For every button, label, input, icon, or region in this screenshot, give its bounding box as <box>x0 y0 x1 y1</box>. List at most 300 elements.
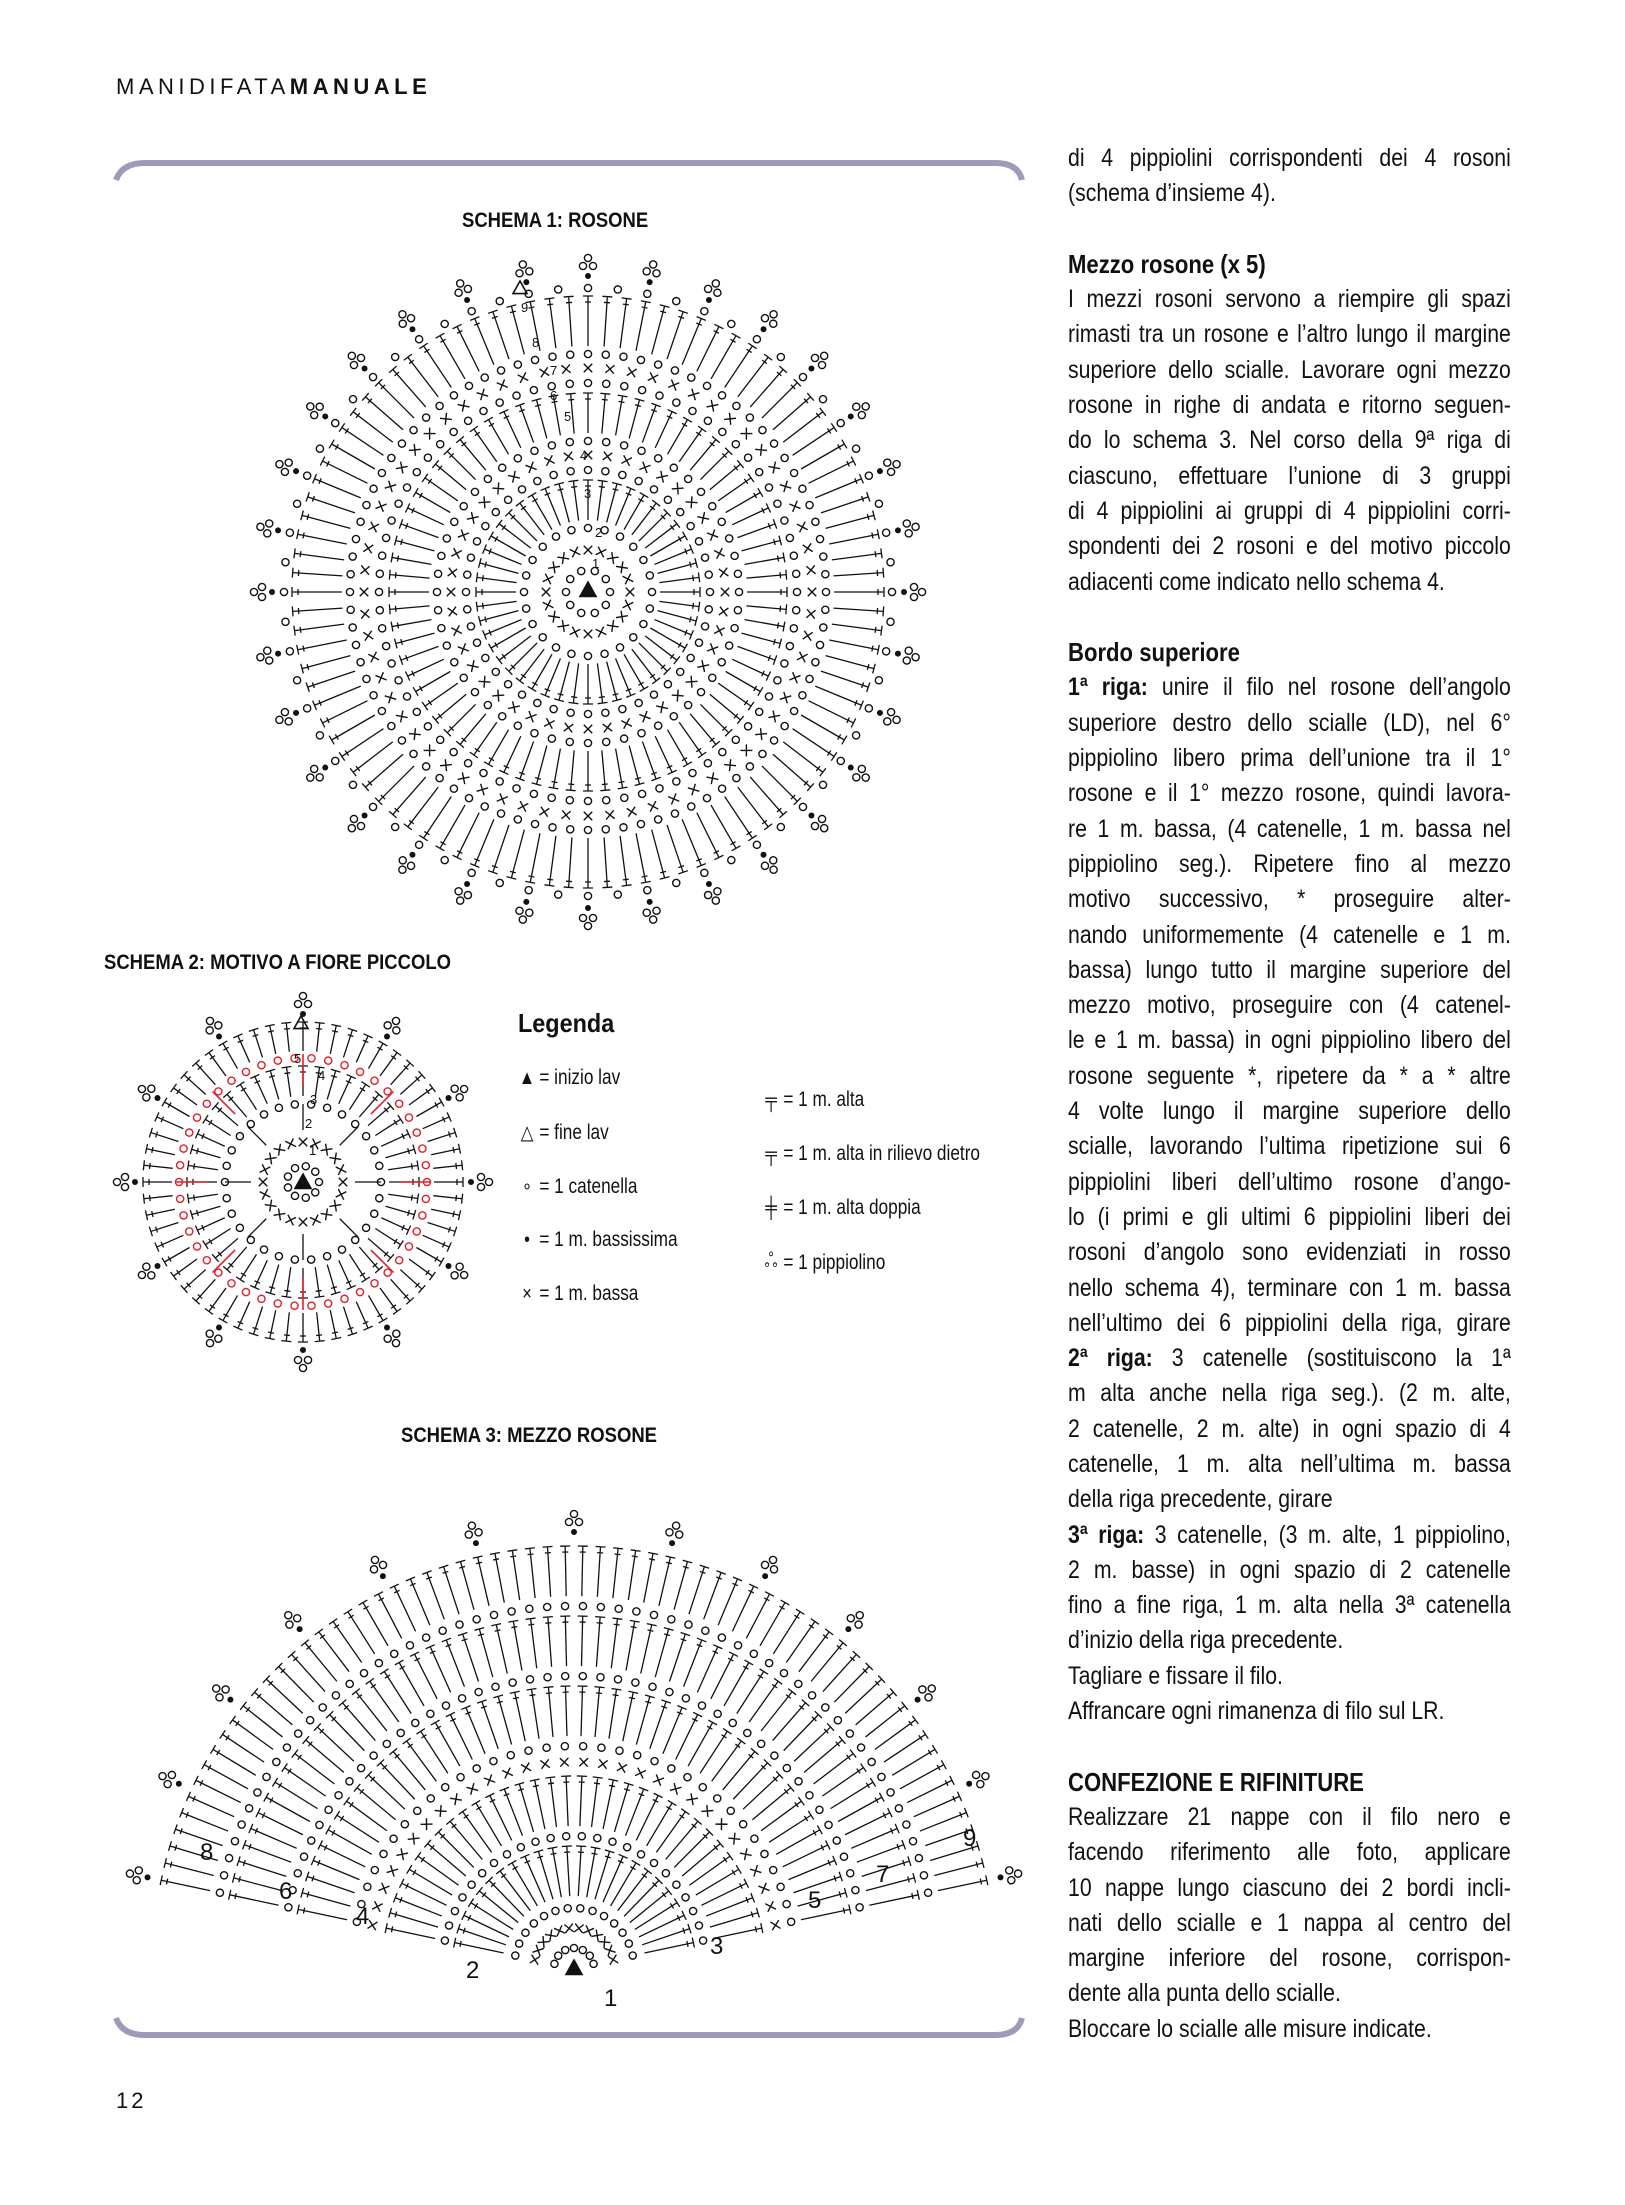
chain-stitch-icon <box>712 897 719 904</box>
single-crochet-icon <box>584 725 592 733</box>
chain-stitch-icon <box>903 657 910 664</box>
chain-stitch-icon <box>887 618 894 625</box>
chain-stitch-icon <box>727 1807 734 1814</box>
double-crochet-icon <box>339 1700 376 1741</box>
single-crochet-icon <box>336 1164 347 1175</box>
text-line <box>1068 423 1511 458</box>
double-crochet-icon <box>406 659 444 680</box>
chain-stitch-icon <box>857 1744 864 1751</box>
picot-icon <box>808 352 827 371</box>
chain-stitch-icon <box>509 1679 516 1686</box>
double-crochet-icon <box>366 1678 399 1722</box>
chain-stitch-icon <box>629 1952 636 1959</box>
chain-stitch-icon <box>286 1621 293 1628</box>
chain-stitch-icon <box>579 1946 586 1953</box>
picot-icon <box>399 852 416 874</box>
double-crochet-icon <box>749 1678 782 1722</box>
chain-stitch-icon <box>705 571 712 578</box>
slip-stitch-icon <box>669 1540 675 1546</box>
chain-stitch-icon <box>893 461 900 468</box>
chain-stitch-icon <box>673 879 680 886</box>
text-span: 2 m. basse) in ogni spazio di 2 catenelle <box>1068 1555 1511 1584</box>
half-rosone-diagram <box>126 1510 1021 1967</box>
chain-stitch-icon <box>601 650 608 657</box>
chain-stitch-icon <box>311 411 318 418</box>
chain-stitch-icon <box>888 588 895 595</box>
chain-stitch-icon <box>563 1833 570 1840</box>
double-crochet-icon <box>375 766 414 805</box>
double-crochet-icon <box>505 643 537 675</box>
double-crochet-icon <box>583 393 593 433</box>
join-line <box>371 1250 394 1273</box>
section-heading: CONFEZIONE E RIFINITURE <box>1068 1766 1364 1797</box>
chain-stitch-icon <box>441 1937 448 1944</box>
single-crochet-icon <box>607 552 619 564</box>
chain-stitch-icon <box>837 420 844 427</box>
chain-stitch-icon <box>164 1780 171 1787</box>
chain-stitch-icon <box>423 763 430 770</box>
chain-stitch-icon <box>646 605 653 612</box>
double-crochet-icon <box>583 751 593 791</box>
chain-stitch-icon <box>441 320 448 327</box>
picot-icon <box>565 1510 582 1535</box>
chain-stitch-icon <box>714 888 721 895</box>
slip-stitch-icon <box>384 1034 390 1040</box>
legend-item <box>518 1282 638 1306</box>
double-crochet-icon <box>515 1783 534 1832</box>
chain-stitch-icon <box>597 1603 604 1610</box>
legend-label: = 1 m. alta <box>783 1088 865 1111</box>
chain-stitch-icon <box>223 1195 230 1202</box>
chain-stitch-icon <box>591 609 598 616</box>
double-crochet-icon <box>564 296 574 346</box>
single-crochet-icon <box>542 588 550 596</box>
double-crochet-icon <box>194 1776 241 1803</box>
chain-stitch-icon <box>316 445 323 452</box>
chain-stitch-icon <box>770 866 777 873</box>
picot-icon <box>455 280 471 303</box>
chain-stitch-icon <box>808 1692 815 1699</box>
text-span: superiore destro dello scialle (LD), nel 6° <box>1068 708 1511 737</box>
slip-stitch-icon <box>848 765 854 771</box>
picot-icon <box>285 1612 303 1633</box>
double-crochet-icon <box>747 587 787 597</box>
double-crochet-icon <box>389 1748 425 1790</box>
text-line <box>1068 141 1511 176</box>
double-crochet-icon <box>281 1312 291 1341</box>
slip-stitch-icon <box>706 881 712 887</box>
chain-stitch-icon <box>570 1510 577 1517</box>
chain-stitch-icon <box>138 1271 145 1278</box>
single-crochet-icon <box>806 609 815 618</box>
chain-stitch-icon <box>758 1740 765 1747</box>
slip-stitch-icon <box>362 812 368 818</box>
chain-stitch-icon <box>475 1529 482 1536</box>
text-line <box>1068 388 1511 423</box>
double-crochet-icon <box>711 333 740 379</box>
text-line <box>1068 176 1511 211</box>
double-crochet-icon <box>624 654 648 691</box>
chain-stitch-icon <box>315 1178 322 1185</box>
chain-stitch-icon <box>822 606 829 613</box>
chain-stitch-icon <box>643 909 650 916</box>
single-crochet-icon <box>806 565 815 574</box>
double-crochet-icon <box>423 1235 452 1251</box>
legend-item <box>518 1066 620 1090</box>
chain-stitch-icon <box>477 1173 484 1180</box>
start-triangle-icon <box>295 1174 311 1188</box>
chain-stitch-icon <box>822 588 829 595</box>
chain-stitch-icon <box>597 1674 604 1681</box>
slip-stitch-icon <box>808 812 814 818</box>
chain-stitch-icon <box>847 1615 854 1622</box>
text-span: adiacenti come indicato nello schema 4. <box>1068 567 1445 596</box>
picot-icon <box>257 520 281 537</box>
double-crochet-icon <box>306 671 355 692</box>
slip-stitch-icon <box>761 852 767 858</box>
chain-stitch-icon <box>324 1104 331 1111</box>
chain-stitch-icon <box>451 1272 458 1279</box>
chain-stitch-icon <box>347 571 354 578</box>
single-crochet-icon <box>635 1768 646 1779</box>
double-crochet-icon <box>784 1711 822 1750</box>
double-crochet-icon <box>583 296 593 346</box>
chain-stitch-icon <box>606 588 613 595</box>
single-crochet-icon <box>467 512 479 524</box>
chain-stitch-icon <box>834 1717 841 1724</box>
double-crochet-icon <box>746 604 786 614</box>
chain-stitch-icon <box>580 1743 587 1750</box>
chain-stitch-icon <box>562 1946 569 1953</box>
double-crochet-icon <box>815 686 863 710</box>
single-crochet-icon <box>724 413 736 425</box>
chain-stitch-icon <box>656 785 663 792</box>
double-crochet-icon <box>266 1069 279 1099</box>
double-crochet-icon <box>752 1784 794 1820</box>
chain-stitch-icon <box>856 1904 863 1911</box>
chain-stitch-icon <box>258 593 265 600</box>
chain-stitch-icon <box>231 1838 238 1845</box>
legend-label: = inizio lav <box>539 1066 621 1089</box>
double-crochet-icon <box>301 656 351 674</box>
double-crochet-icon <box>375 1228 403 1248</box>
text-span: pippiolino seg.). Ripetere fino al mezzo <box>1068 849 1511 878</box>
chain-stitch-icon <box>525 887 532 894</box>
chain-stitch-icon <box>705 606 712 613</box>
single-crochet-icon <box>564 723 574 733</box>
text-line <box>1068 1235 1511 1270</box>
chain-stitch-icon <box>403 484 410 491</box>
chain-stitch-icon <box>514 361 521 368</box>
chain-stitch-icon <box>393 1027 400 1034</box>
chain-stitch-icon <box>640 620 647 627</box>
double-crochet-icon <box>313 686 361 710</box>
row-label: 1ª riga: <box>1068 673 1162 702</box>
chain-stitch-icon <box>388 454 395 461</box>
chain-stitch-icon <box>352 641 359 648</box>
chain-stitch-icon <box>413 469 420 476</box>
single-crochet-icon <box>688 784 699 795</box>
chain-stitch-icon <box>910 583 917 590</box>
chain-stitch-icon <box>490 1859 497 1866</box>
text-line <box>1068 1376 1511 1411</box>
chain-stitch-icon <box>348 352 355 359</box>
chain-stitch-icon <box>638 790 645 797</box>
double-crochet-icon <box>801 715 847 744</box>
chain-stitch-icon <box>364 1883 371 1890</box>
chain-stitch-icon <box>547 1834 554 1841</box>
chain-stitch-icon <box>215 1335 222 1342</box>
picot-icon <box>250 583 275 600</box>
chain-stitch-icon <box>291 1101 298 1108</box>
picot-icon <box>294 992 311 1017</box>
picot-icon <box>895 647 919 664</box>
text-span: Affrancare ogni rimanenza di filo sul LR. <box>1068 1697 1445 1726</box>
double-crochet-icon <box>232 1873 282 1891</box>
single-crochet-icon <box>697 660 709 672</box>
double-crochet-icon <box>761 1797 804 1831</box>
chain-stitch-icon <box>395 677 402 684</box>
single-crochet-icon <box>584 364 592 372</box>
chain-stitch-icon <box>584 710 591 717</box>
double-crochet-icon <box>436 805 465 851</box>
chain-stitch-icon <box>490 1758 497 1765</box>
schema2-title: SCHEMA 2: MOTIVO A FIORE PICCOLO <box>104 951 452 974</box>
chain-stitch-icon <box>856 1612 863 1619</box>
double-crochet-icon <box>389 1908 438 1927</box>
single-crochet-icon <box>265 1153 277 1165</box>
chain-stitch-icon <box>756 469 763 476</box>
chain-stitch-icon <box>630 543 637 550</box>
chain-stitch-icon <box>670 713 677 720</box>
double-crochet-icon <box>745 620 785 632</box>
chain-stitch-icon <box>567 468 574 475</box>
chain-stitch-icon <box>485 1178 492 1185</box>
single-crochet-icon <box>728 1833 740 1845</box>
chain-stitch-icon <box>369 373 376 380</box>
chain-stitch-icon <box>312 1168 319 1175</box>
chain-stitch-icon <box>584 826 591 833</box>
double-crochet-icon <box>804 1736 845 1772</box>
double-crochet-icon <box>297 1904 347 1919</box>
chain-stitch-icon <box>294 1870 301 1877</box>
chain-stitch-icon <box>280 588 287 595</box>
double-crochet-icon <box>616 659 636 698</box>
chain-stitch-icon <box>304 1356 311 1363</box>
chain-stitch-icon <box>666 1688 673 1695</box>
double-crochet-icon <box>934 1858 984 1875</box>
double-crochet-icon <box>545 1777 556 1827</box>
slip-stitch-icon <box>322 413 328 419</box>
chain-stitch-icon <box>812 518 819 525</box>
double-crochet-icon <box>327 1265 340 1295</box>
slip-stitch-icon <box>997 1874 1003 1880</box>
picot-icon <box>845 1612 863 1633</box>
chain-stitch-icon <box>598 1744 605 1751</box>
chain-stitch-icon <box>811 822 818 829</box>
double-crochet-icon <box>229 1890 279 1905</box>
double-crochet-icon <box>508 1620 522 1670</box>
single-crochet-icon <box>724 759 736 771</box>
chain-stitch-icon <box>526 1676 533 1683</box>
legend-label: = 1 catenella <box>539 1174 638 1198</box>
spoke-line <box>340 1127 358 1145</box>
text-span: ciascuno, effettuare l’unione di 3 gruppi <box>1068 461 1511 490</box>
chain-stitch-icon <box>223 1162 230 1169</box>
double-crochet-icon <box>403 1738 437 1781</box>
chain-stitch-icon <box>294 1000 301 1007</box>
chain-stitch-icon <box>228 1280 235 1287</box>
single-crochet-icon <box>421 1818 433 1830</box>
text-line <box>1068 1659 1511 1694</box>
single-crochet-icon <box>544 718 555 729</box>
chain-stitch-icon <box>412 1719 419 1726</box>
chain-stitch-icon <box>180 1145 187 1152</box>
single-crochet-icon <box>668 380 679 391</box>
chain-stitch-icon <box>653 270 660 277</box>
row-label: 3ª riga: <box>1068 1520 1155 1549</box>
chain-stitch-icon <box>548 794 555 801</box>
picot-icon <box>848 403 870 420</box>
chain-stitch-icon <box>770 737 777 744</box>
double-crochet-icon <box>725 797 757 841</box>
double-crochet-icon <box>476 572 516 582</box>
chain-stitch-icon <box>685 1621 692 1628</box>
double-crochet-icon <box>629 746 644 786</box>
chain-stitch-icon <box>590 1960 597 1967</box>
double-crochet-icon <box>600 750 610 790</box>
chain-stitch-icon <box>650 486 657 493</box>
double-crochet-icon <box>202 1760 248 1788</box>
double-crochet-icon <box>192 1060 215 1085</box>
chain-stitch-icon <box>299 1364 306 1371</box>
text-span: m alta anche nella riga seg.). (2 m. alte, <box>1068 1379 1511 1408</box>
double-crochet-icon <box>375 379 414 418</box>
double-crochet-icon <box>750 777 787 818</box>
double-crochet-icon <box>303 1736 344 1772</box>
text-span: Tagliare e fissare il filo. <box>1068 1661 1283 1690</box>
double-crochet-icon <box>327 1069 340 1099</box>
text-span: motivo successivo, * proseguire alter- <box>1068 885 1511 914</box>
text-span: 4 volte lungo il margine superiore dello <box>1068 1097 1511 1126</box>
text-span: bassa) lungo tutto il margine superiore del <box>1068 955 1511 984</box>
single-crochet-icon <box>605 810 614 819</box>
chain-stitch-icon <box>507 1752 514 1759</box>
chain-stitch-icon <box>398 737 405 744</box>
double-crochet-icon <box>236 1254 256 1282</box>
double-crochet-icon <box>636 301 651 351</box>
chain-stitch-icon <box>220 1872 227 1879</box>
chain-stitch-icon <box>903 520 910 527</box>
chain-stitch-icon <box>273 1758 280 1765</box>
chain-stitch-icon <box>291 1192 298 1199</box>
motif-row-label: 3 <box>310 1092 318 1107</box>
double-crochet-icon <box>330 1310 341 1339</box>
chain-stitch-icon <box>379 625 386 632</box>
single-crochet-icon <box>363 631 373 641</box>
chain-stitch-icon <box>371 1866 378 1873</box>
half-rosone-row-label: 2 <box>466 1957 480 1984</box>
legend-label: = 1 m. alta doppia <box>783 1196 921 1219</box>
chain-stitch-icon <box>443 535 450 542</box>
chain-stitch-icon <box>624 1844 631 1851</box>
single-crochet-icon <box>656 701 668 713</box>
text-span: margine inferiore del rosone, corrispon- <box>1068 1944 1511 1973</box>
picot-icon <box>307 765 329 782</box>
double-crochet-icon <box>385 1923 435 1938</box>
chain-stitch-icon <box>603 380 610 387</box>
chain-stitch-icon <box>519 916 526 923</box>
chain-stitch-icon <box>437 441 444 448</box>
chain-stitch-icon <box>673 1881 680 1888</box>
single-crochet-icon <box>336 1189 347 1200</box>
double-crochet-icon <box>578 1686 588 1736</box>
chain-stitch-icon <box>791 469 798 476</box>
chain-stitch-icon <box>759 750 766 757</box>
chain-stitch-icon <box>266 657 273 664</box>
single-crochet-icon <box>543 574 554 585</box>
text-line <box>1068 776 1511 811</box>
text-span: di 4 pippiolini ai gruppi di 4 pippiolini corri- <box>1068 496 1511 525</box>
chain-stitch-icon <box>384 1335 391 1342</box>
chain-stitch-icon <box>765 484 772 491</box>
chain-stitch-icon <box>780 1670 787 1677</box>
single-crochet-icon <box>579 1758 588 1767</box>
single-crochet-icon <box>584 546 592 554</box>
chain-stitch-icon <box>666 1529 673 1536</box>
chain-stitch-icon <box>456 1263 463 1270</box>
chain-stitch-icon <box>973 1771 980 1778</box>
chain-stitch-icon <box>862 774 869 781</box>
chain-stitch-icon <box>718 659 725 666</box>
chain-stitch-icon <box>732 736 739 743</box>
single-crochet-icon <box>656 471 668 483</box>
text-span: fino a fine riga, 1 m. alta nella 3ª catenella <box>1068 1591 1511 1620</box>
chain-stitch-icon <box>283 1744 290 1751</box>
chain-stitch-icon <box>925 1694 932 1701</box>
double-crochet-icon <box>760 1600 789 1646</box>
section-heading: Bordo superiore <box>1068 637 1240 668</box>
picot-icon: ஃ <box>764 1250 778 1272</box>
chain-stitch-icon <box>325 1300 332 1307</box>
slip-stitch-icon <box>571 1529 577 1535</box>
single-crochet-icon <box>478 496 490 508</box>
double-crochet-icon <box>776 1825 822 1854</box>
picot-icon <box>294 1347 311 1372</box>
double-crochet-icon <box>236 1082 256 1110</box>
chain-stitch-icon <box>745 723 752 730</box>
double-crochet-icon <box>743 1771 783 1809</box>
double-crochet-icon <box>620 836 631 886</box>
double-crochet-icon <box>592 1777 603 1827</box>
double-crochet-icon <box>446 1712 472 1759</box>
single-crochet-icon <box>385 481 396 492</box>
double-crochet-icon <box>826 656 876 674</box>
chain-stitch-icon <box>855 1621 862 1628</box>
double-crochet-icon <box>710 1908 759 1927</box>
chain-stitch-icon <box>531 820 538 827</box>
double-crochet-icon <box>422 1571 444 1620</box>
chain-stitch-icon <box>821 352 828 359</box>
text-span: Bloccare lo scialle alle misure indicate. <box>1068 2014 1432 2043</box>
double-crochet-icon <box>388 1161 418 1171</box>
single-crochet-icon <box>376 672 387 683</box>
chain-stitch-icon <box>276 716 283 723</box>
chain-stitch-icon <box>744 1729 751 1736</box>
chain-stitch-icon <box>677 668 684 675</box>
double-crochet-icon <box>282 1066 292 1096</box>
chain-stitch-icon <box>439 1627 446 1634</box>
